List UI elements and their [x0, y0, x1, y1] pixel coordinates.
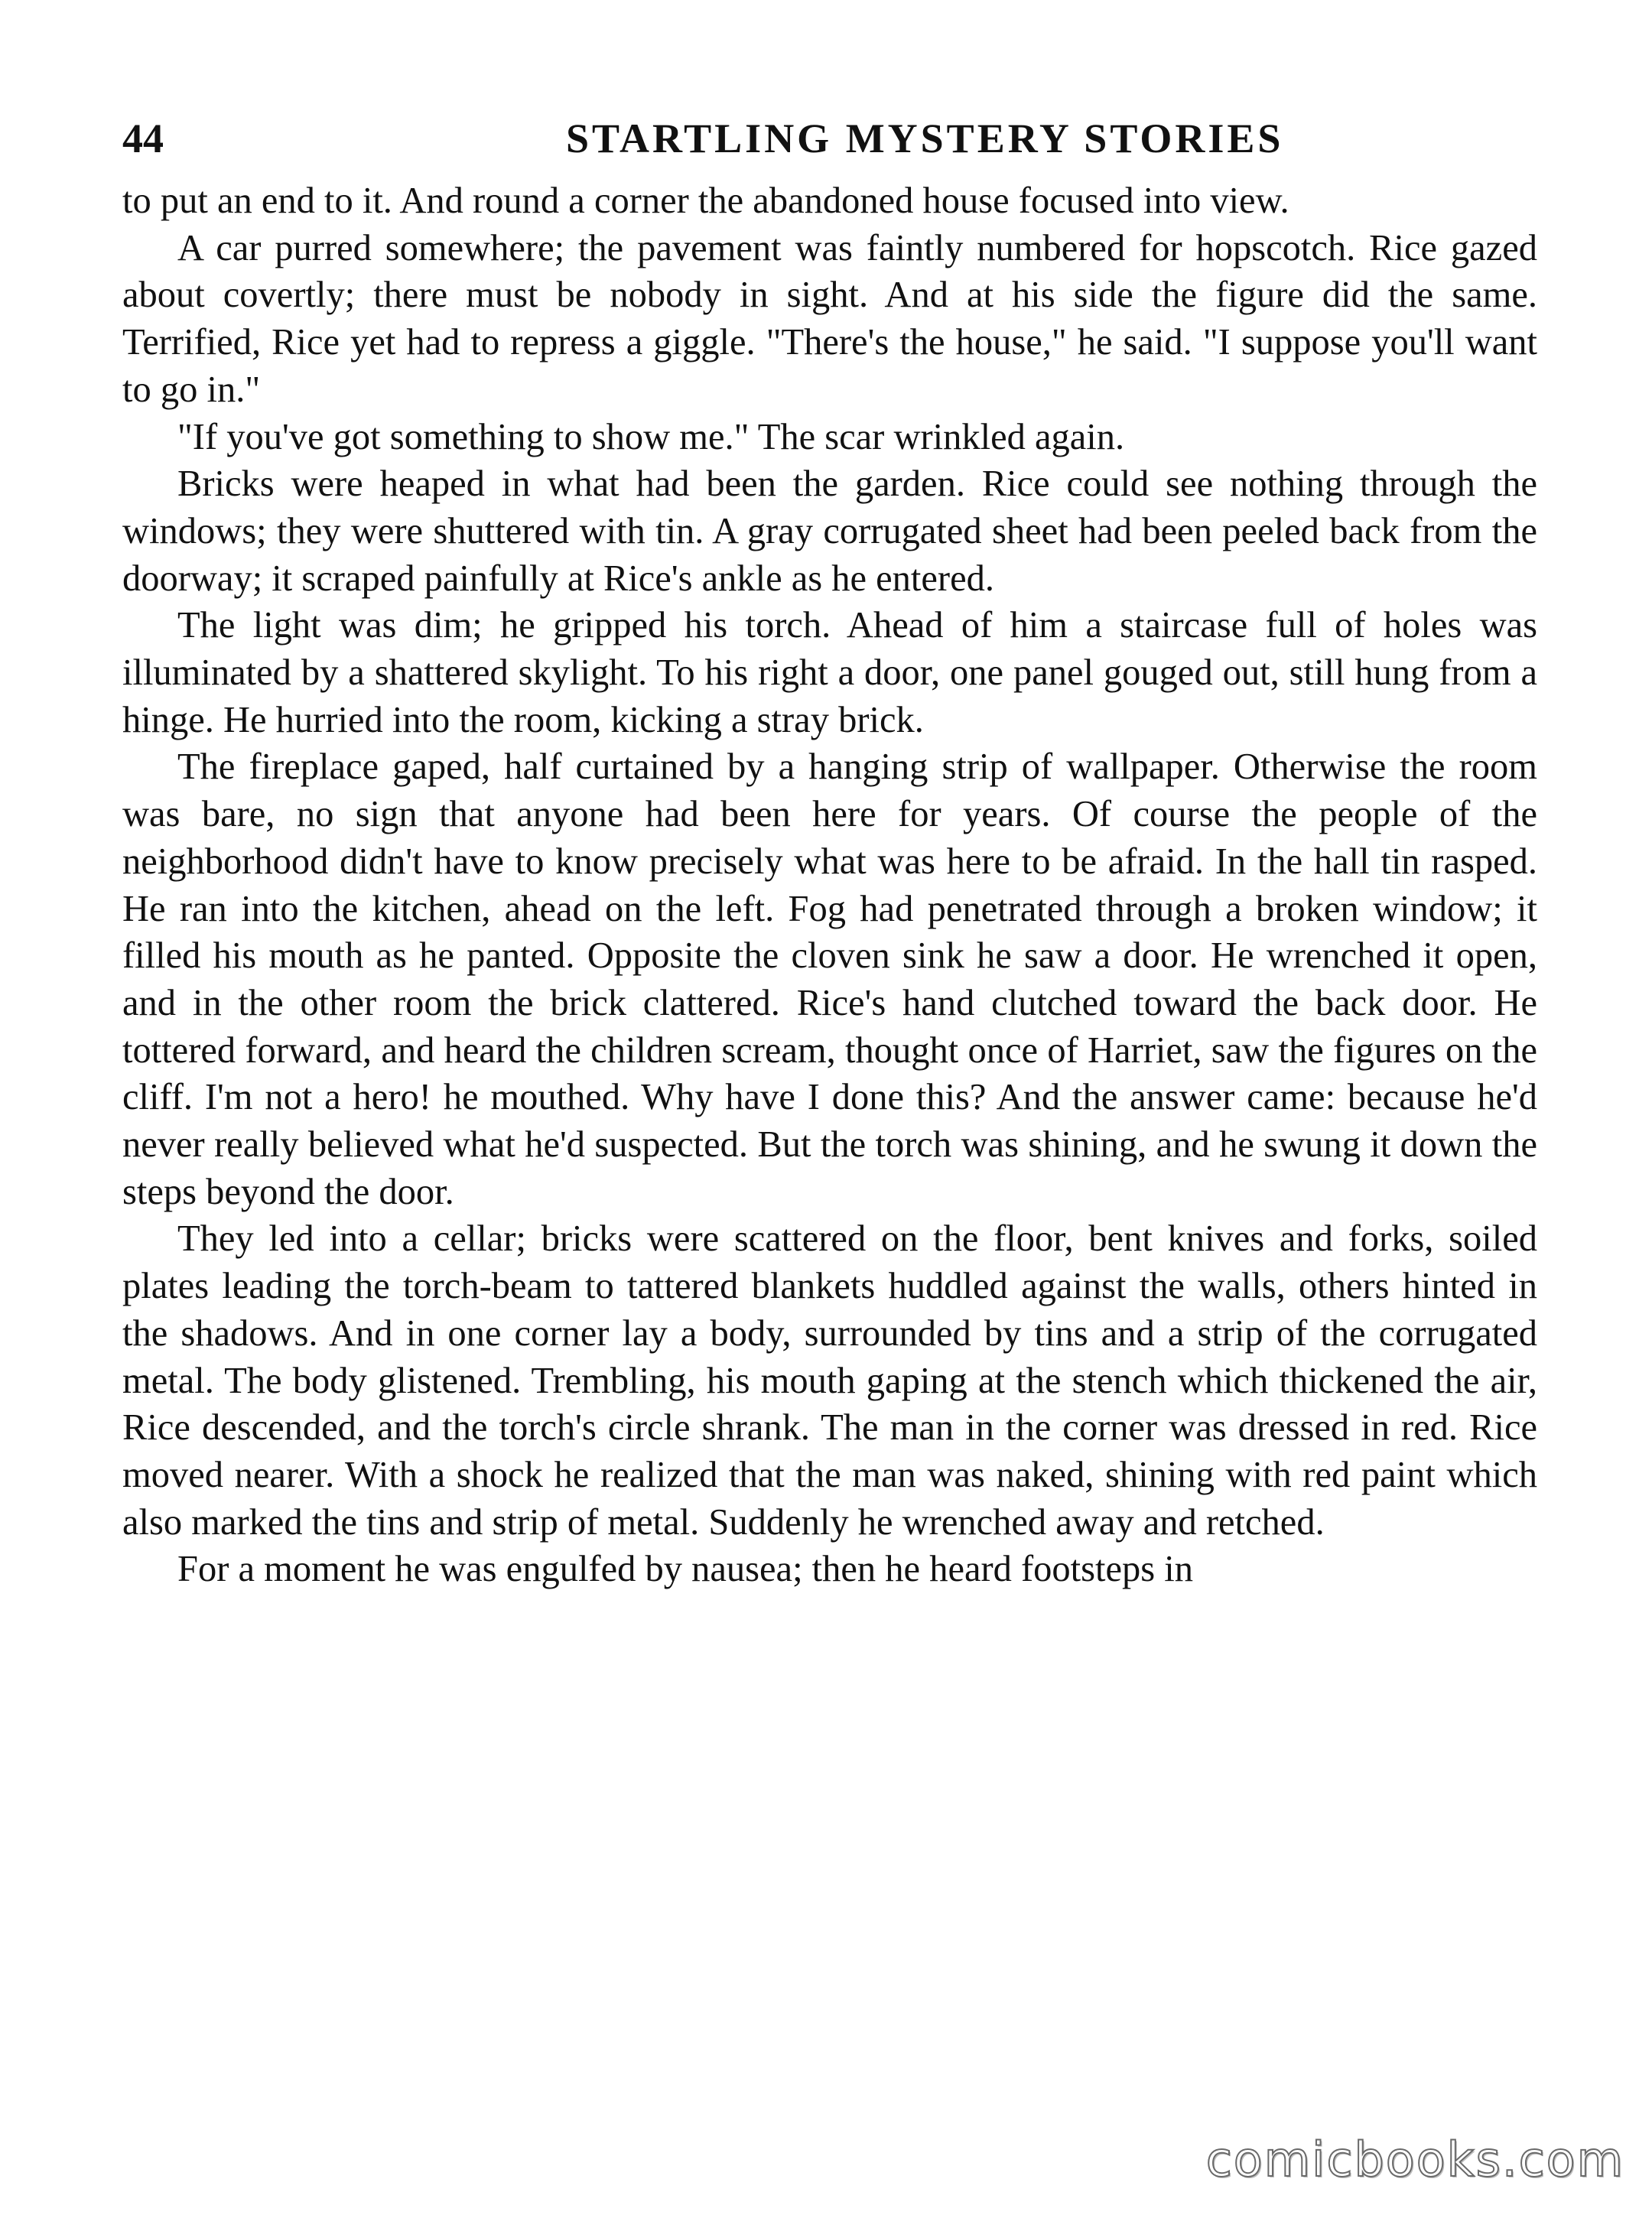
story-text	[122, 177, 1537, 1593]
site-watermark: comicbooks.com	[1205, 2132, 1624, 2187]
running-title: STARTLING MYSTERY STORIES	[566, 115, 1284, 161]
paragraph: Bricks were heaped in what had been the garden. Rice could see nothing through the windows; they were shuttered with tin. A gray corrugated sheet had been peeled back from the doorway; it scraped painfully at Rice's ankle as he entered.	[122, 463, 1537, 599]
book-page	[122, 115, 1537, 1593]
paragraph: For a moment he was engulfed by nausea; then he heard footsteps in	[177, 1549, 1193, 1590]
paragraph: A car purred somewhere; the pavement was faintly numbered for hopscotch. Rice gazed about covertly; there must be nobody in sight. And at his side the figure did the same. Terrified, Rice yet had to repress a giggle. "There's the house," he said. "I suppose you'll want to go in."	[122, 227, 1537, 410]
paragraph: The fireplace gaped, half curtained by a hanging strip of wallpaper. Otherwise the room was bare, no sign that anyone had been here for years. Of course the people of the neighborhood didn't have to know precisely what was here to be afraid. In the hall tin rasped. He ran into the kitchen, ahead on the left. Fog had penetrated through a broken window; it filled his mouth as he panted. Opposite the cloven sink he saw a door. He wrenched it open, and in the other room the brick clattered. Rice's hand clutched toward the back door. He tottered forward, and heard the children scream, thought once of Harriet, saw the figures on the cliff. I'm not a hero! he mouthed. Why have I done this? And the answer came: because he'd never really believed what he'd suspected. But the torch was shining, and he swung it down the steps beyond the door.	[122, 746, 1537, 1212]
paragraph: to put an end to it. And round a corner the abandoned house focused into view.	[122, 180, 1289, 221]
page-header	[122, 115, 1537, 176]
paragraph: The light was dim; he gripped his torch. Ahead of him a staircase full of holes was illuminated by a shattered skylight. To his right a door, one panel gouged out, still hung from a hinge. He hurried into the room, kicking a stray brick.	[122, 605, 1537, 740]
page-number: 44	[122, 115, 164, 161]
paragraph: They led into a cellar; bricks were scattered on the floor, bent knives and forks, soiled plates leading the torch-beam to tattered blankets huddled against the walls, others hinted in the shadows. And in one corner lay a body, surrounded by tins and a strip of the corrugated metal. The body glistened. Trembling, his mouth gaping at the stench which thickened the air, Rice descended, and the torch's circle shrank. The man in the corner was dressed in red. Rice moved nearer. With a shock he realized that the man was naked, shining with red paint which also marked the tins and strip of metal. Suddenly he wrenched away and retched.	[122, 1218, 1537, 1543]
paragraph: "If you've got something to show me." The scar wrinkled again.	[177, 416, 1125, 457]
